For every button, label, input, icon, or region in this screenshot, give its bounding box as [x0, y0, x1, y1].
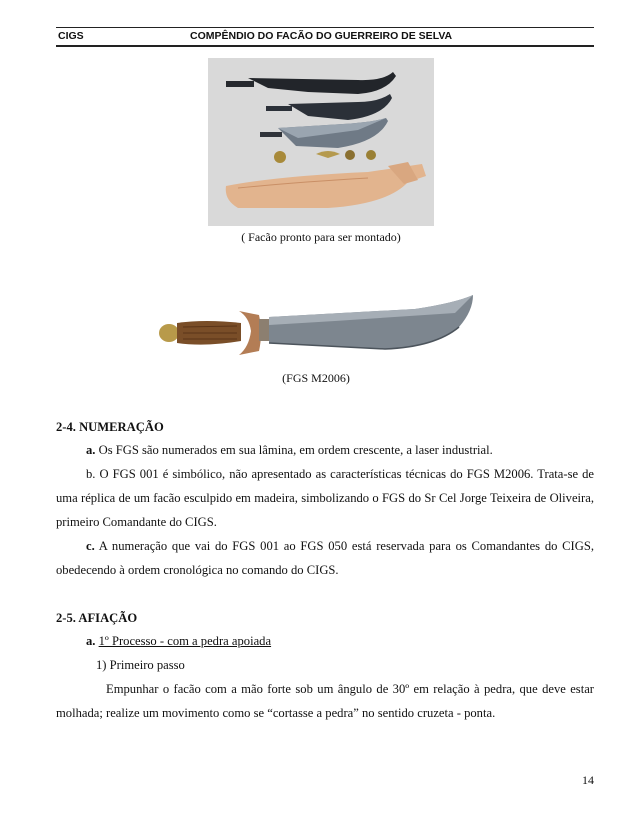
paragraph-a-afiacao [56, 629, 594, 653]
step-heading: 1) Primeiro passo [96, 658, 185, 672]
page-number: 14 [582, 773, 594, 787]
kit-illustration [208, 58, 434, 226]
kit-photo [208, 58, 434, 226]
header-title: COMPÊNDIO DO FACÃO DO GUERREIRO DE SELVA [190, 30, 453, 42]
paragraph-text: A numeração que vai do FGS 001 ao FGS 050 está reservada para os Comandantes do CIGS, obedecendo à ordem cronológica no comando do CIGS. [56, 539, 594, 577]
step-paragraph: Empunhar o facão com a mão forte sob um ângulo de 30º em relação à pedra, que deve estar molhada; realize um movimento como se “cortasse a pedra” no sentido cruzeta - ponta. [56, 682, 594, 720]
paragraph-c-numeracao [56, 534, 594, 582]
knife-caption: (FGS M2006) [282, 371, 350, 385]
paragraph-text: Os FGS são numerados em sua lâmina, em ordem crescente, a laser industrial. [95, 443, 493, 457]
page-header [56, 27, 594, 47]
paragraph-b-numeracao: b. O FGS 001 é simbólico, não apresentado as características técnicas do FGS M2006. Trata-se de uma réplica de um facão esculpido em madeira, simbolizando o FGS do Sr Cel Jorge Teixeira de Oliveira, primeiro Comandante do CIGS. [56, 467, 594, 529]
knife-illustration [155, 293, 477, 361]
section-heading-numeracao: 2-4. NUMERAÇÃO [56, 420, 164, 434]
item-label: a. [86, 634, 96, 648]
item-label: c. [86, 539, 95, 553]
header-left: CIGS [58, 30, 84, 42]
process-title: 1º Processo - com a pedra apoiada [98, 634, 272, 648]
knife-photo [155, 293, 477, 361]
paragraph-a-numeracao [56, 438, 594, 462]
item-label: a. [86, 443, 96, 457]
section-heading-afiacao: 2-5. AFIAÇÃO [56, 611, 138, 625]
kit-caption: ( Facão pronto para ser montado) [241, 230, 401, 244]
